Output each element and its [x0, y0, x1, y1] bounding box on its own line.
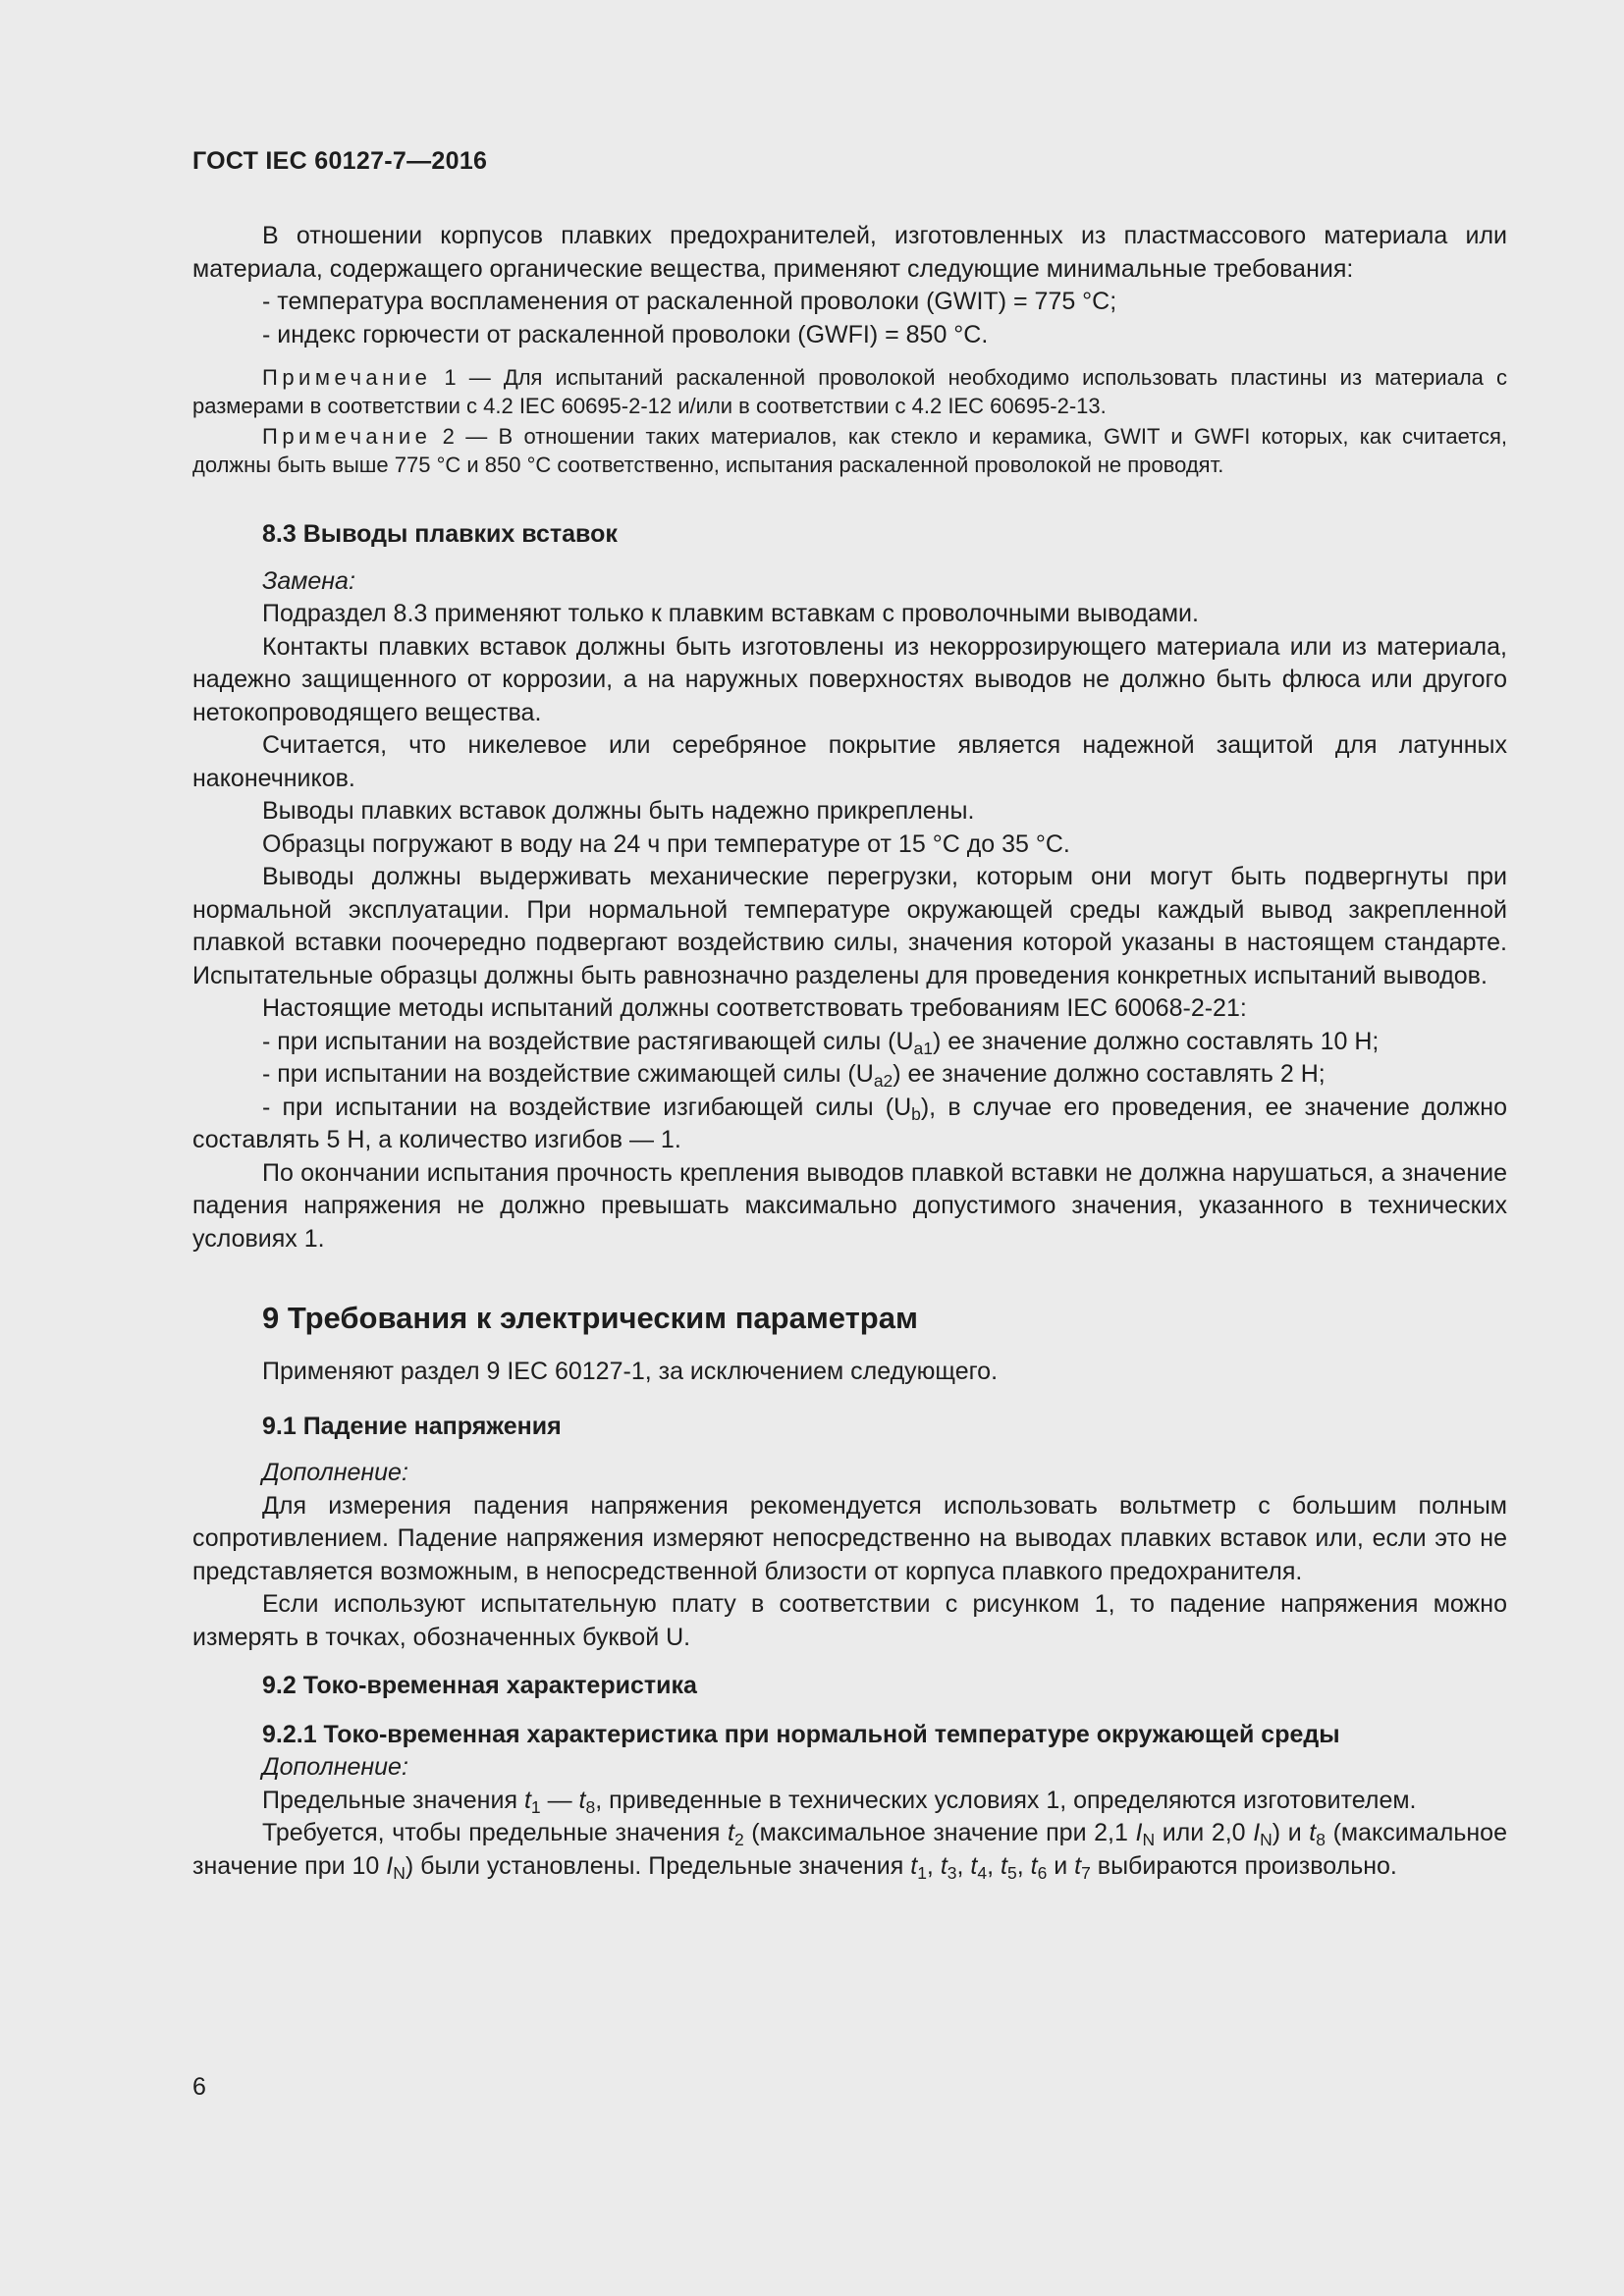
paragraph: Если используют испытательную плату в соответствии с рисунком 1, то падение напряжения можно измерять в точках, обозначенных буквой U.: [192, 1590, 1507, 1651]
paragraph: Выводы плавких вставок должны быть надежно прикреплены.: [262, 797, 975, 825]
paragraph: Требуется, чтобы предельные значения $t_2$ (максимальное значение при 2,1 $I_N$ или 2,0 $I_N$) и $t_8$ (максимальное значение при 10 $I_N$) были установлены. Предельные значения $t_1$, $t_3$, $t_4$, $t_5$, $t_6$ и $t_7$ выбираются произвольно.: [192, 1819, 1507, 1883]
section-heading-9-1: 9.1 Падение напряжения: [262, 1412, 562, 1440]
page-content: [192, 220, 1507, 1883]
paragraph: Контакты плавких вставок должны быть изготовлены из некоррозирующего материала или из материала, надежно защищенного от коррозии, а на наружных поверхностях выводов не должно быть флюса или другого нетокопроводящего вещества.: [192, 632, 1507, 726]
list-item: - индекс горючести от раскаленной проволоки (GWFI) = 850 °С.: [262, 320, 989, 348]
paragraph: Для измерения падения напряжения рекомендуется использовать вольтметр с большим полным сопротивлением. Падение напряжения измеряют непосредственно на выводах плавких вставок или, если это не представляется возможным, в непосредственной близости от корпуса плавкого предохранителя.: [192, 1491, 1507, 1585]
section-label: Дополнение:: [262, 1753, 408, 1781]
paragraph: По окончании испытания прочность крепления выводов плавкой вставки не должна нарушаться, а значение падения напряжения не должно превышать максимально допустимого значения, указанного в технических условиях 1.: [192, 1158, 1507, 1253]
paragraph: Применяют раздел 9 IEC 60127-1, за исключением следующего.: [262, 1358, 999, 1385]
list-item: - при испытании на воздействие сжимающей силы $(U_{a2})$ ее значение должно составлять 2 Н;: [262, 1060, 1326, 1091]
section-label: Замена:: [262, 566, 355, 595]
note-1: Примечание 1 — Для испытаний раскаленной проволокой необходимо использовать пластины из материала с размерами в соответствии с 4.2 IEC 60695-2-12 и/или в соответствии с 4.2 IEC 60695-2-13.: [192, 365, 1507, 418]
section-heading-9-2-1: 9.2.1 Токо-временная характеристика при нормальной температуре окружающей среды: [262, 1720, 1340, 1748]
page-number: 6: [192, 2073, 206, 2101]
paragraph: Образцы погружают в воду на 24 ч при температуре от 15 °С до 35 °С.: [262, 829, 1070, 858]
paragraph: Считается, что никелевое или серебряное покрытие является надежной защитой для латунных наконечников.: [192, 731, 1507, 792]
section-heading-9: 9 Требования к электрическим параметрам: [262, 1301, 918, 1335]
section-label: Дополнение:: [262, 1459, 408, 1486]
note-label: Примечание: [262, 365, 432, 390]
section-heading-8-3: 8.3 Выводы плавких вставок: [262, 520, 618, 548]
paragraph: Настоящие методы испытаний должны соответствовать требованиям IEC 60068-2-21:: [262, 994, 1247, 1022]
list-item: - температура воспламенения от раскаленной проволоки (GWIT) = 775 °С;: [262, 288, 1117, 315]
list-item: - при испытании на воздействие изгибающей силы $(U_b)$, в случае его проведения, ее значение должно составлять 5 Н, а количество изгибов — 1.: [192, 1093, 1507, 1153]
list-item: - при испытании на воздействие растягивающей силы $(U_{a1})$ ее значение должно составлять 10 Н;: [262, 1027, 1380, 1058]
section-heading-9-2: 9.2 Токо-временная характеристика: [262, 1672, 697, 1699]
paragraph: Выводы должны выдерживать механические перегрузки, которым они могут быть подвергнуты при нормальной эксплуатации. При нормальной температуре окружающей среды каждый вывод закрепленной плавкой вставки поочередно подвергают воздействию силы, значения которой указаны в настоящем стандарте. Испытательные образцы должны быть равнозначно разделены для проведения конкретных испытаний выводов.: [192, 863, 1507, 989]
note-2: Примечание 2 — В отношении таких материалов, как стекло и керамика, GWIT и GWFI которых, как считается, должны быть выше 775 °С и 850 °С соответственно, испытания раскаленной проволокой не проводят.: [192, 424, 1507, 477]
paragraph: Предельные значения $t_1$ — $t_8$, приведенные в технических условиях 1, определяются изготовителем.: [262, 1786, 1417, 1817]
paragraph: Подраздел 8.3 применяют только к плавким вставкам с проволочными выводами.: [262, 600, 1199, 627]
doc-header: ГОСТ IEC 60127-7—2016: [192, 147, 488, 175]
paragraph: В отношении корпусов плавких предохранителей, изготовленных из пластмассового материала или материала, содержащего органические вещества, применяют следующие минимальные требования:: [192, 222, 1507, 283]
note-label: Примечание: [262, 424, 432, 449]
